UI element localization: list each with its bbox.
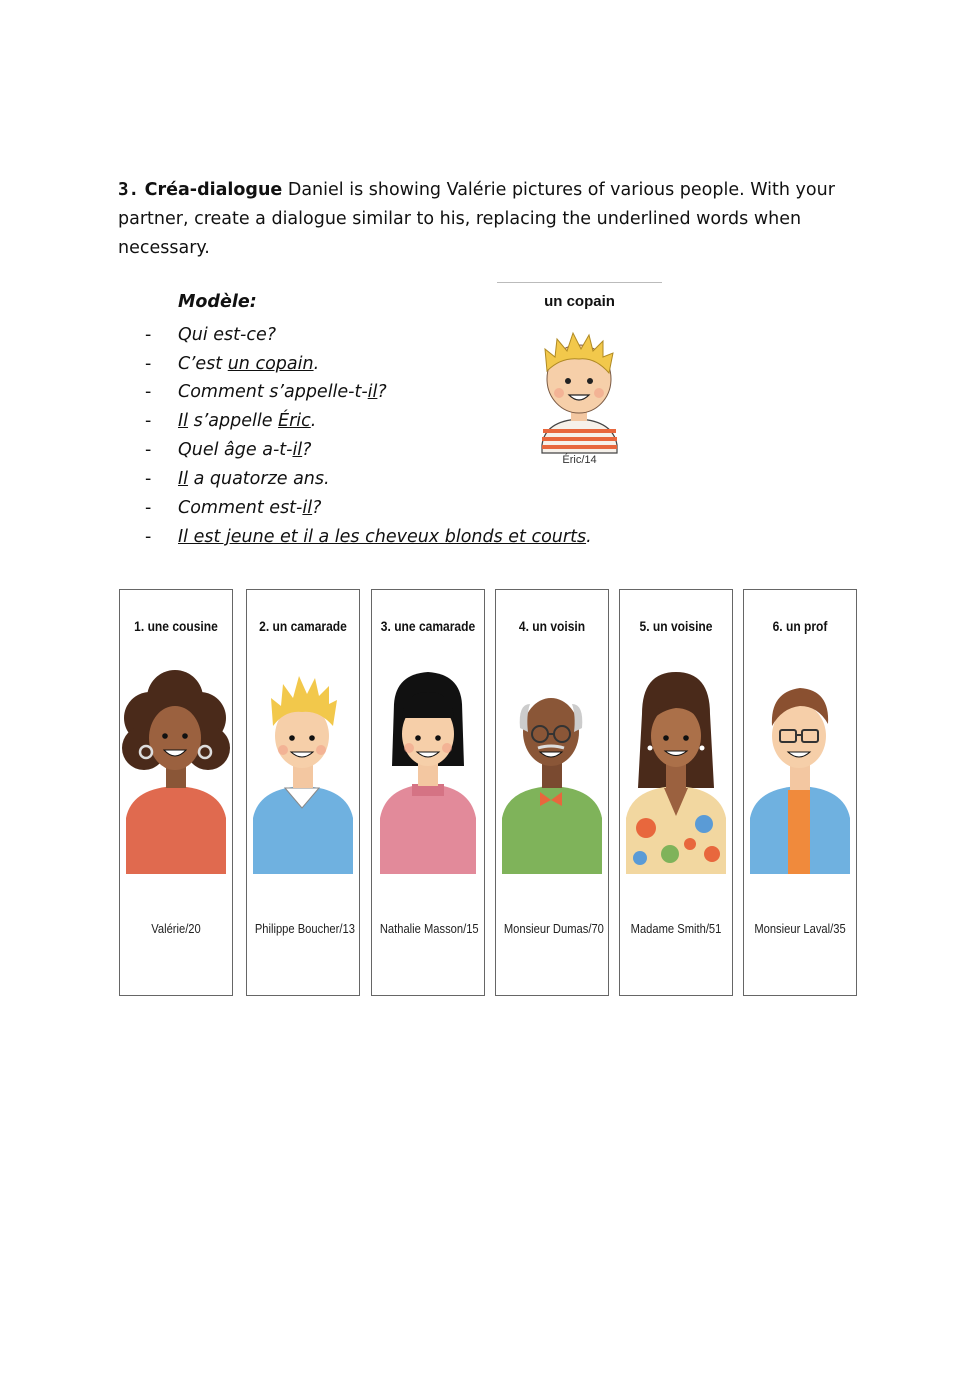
- exercise-number: 3.: [118, 180, 140, 200]
- exercise-title: Créa-dialogue: [144, 180, 283, 200]
- black-bob-hair-girl-illustration: [372, 648, 483, 874]
- person-card-5: [619, 589, 733, 996]
- card-label: 2. un camarade: [259, 618, 347, 634]
- dialogue-line: - Quel âge a-t-il?: [145, 440, 312, 460]
- dialogue-line: - Qui est-ce?: [145, 325, 277, 345]
- dialogue-line: - Il s’appelle Éric.: [145, 411, 317, 431]
- example-card-caption: Éric/14: [562, 454, 597, 466]
- card-label: 6. un prof: [772, 618, 828, 634]
- card-label: 4. un voisin: [518, 618, 586, 634]
- exercise-text: Daniel is showing Valérie pictures of various people. With your partner, create a dialogue similar to his, replacing the underlined words when necessary.: [118, 180, 835, 258]
- dialogue-line: - Comment s’appelle-t-il?: [145, 382, 387, 402]
- dialogue-line: - Comment est-il?: [145, 498, 322, 518]
- dialogue-line: - C’est un copain.: [145, 354, 320, 374]
- exercise-instructions: [118, 176, 838, 263]
- card-caption: Nathalie Masson/15: [379, 921, 479, 936]
- card-caption: Monsieur Dumas/70: [503, 921, 604, 936]
- person-card-4: [495, 589, 609, 996]
- model-title: Modèle:: [178, 292, 257, 312]
- woman-patterned-top-illustration: [620, 648, 731, 874]
- person-card-2: [246, 589, 360, 996]
- person-card-3: [371, 589, 485, 996]
- example-card: [497, 282, 662, 481]
- card-caption: Madame Smith/51: [630, 921, 722, 936]
- person-card-6: [743, 589, 857, 996]
- dialogue-line: - Il est jeune et il a les cheveux blonds et courts.: [145, 527, 592, 547]
- man-glasses-illustration: [744, 648, 855, 874]
- person-card-1: [119, 589, 233, 996]
- blond-boy-illustration: [247, 648, 358, 874]
- dialogue-line: - Il a quatorze ans.: [145, 469, 330, 489]
- example-card-label: un copain: [544, 293, 615, 310]
- elderly-man-glasses-illustration: [496, 648, 607, 874]
- curly-hair-woman-illustration: [120, 648, 231, 874]
- card-caption: Monsieur Laval/35: [754, 921, 846, 936]
- card-label: 3. une camarade: [380, 618, 476, 634]
- card-label: 5. un voisine: [639, 618, 713, 634]
- blond-boy-illustration: [497, 313, 662, 473]
- card-caption: Philippe Boucher/13: [254, 921, 355, 936]
- card-caption: Valérie/20: [151, 921, 201, 936]
- card-label: 1. une cousine: [134, 618, 218, 634]
